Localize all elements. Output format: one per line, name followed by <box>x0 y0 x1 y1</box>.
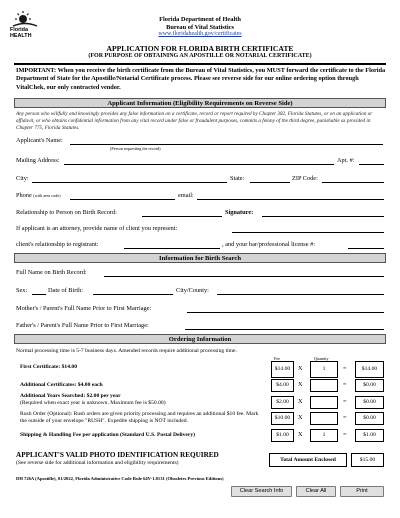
applicant-section-heading: Applicant Information (Eligibility Requirements on Reverse Side) <box>14 98 386 108</box>
signature-field[interactable] <box>262 216 384 217</box>
phone-label: Phone (with area code) <box>16 192 61 199</box>
attorney-client-field[interactable] <box>232 232 384 233</box>
shipping-qty[interactable]: 1 <box>310 429 338 442</box>
shipping-total: $1.00 <box>355 429 384 442</box>
important-notice: IMPORTANT: When you receive the birth certificate from the Bureau of Vital Statistics, you MUST forward the certificate to the Florida Department of State for the Apostille/Notarial Certificate process. Please see reverse side for our online ordering option through VitalChek, our only contracted vendor. <box>16 67 386 91</box>
additional-years-fee: $2.00 <box>271 396 294 409</box>
father-name-field[interactable] <box>185 329 384 330</box>
city-field[interactable] <box>32 182 227 183</box>
phone-field[interactable] <box>70 199 175 200</box>
zip-label: ZIP Code: <box>292 175 318 182</box>
photo-id-heading: APPLICANT'S VALID PHOTO IDENTIFICATION REQUIRED <box>16 451 219 459</box>
form-identifier: DH 726A (Apostille), 01/2022, Florida Administrative Code Rule 64V-1.0131 (Obsoletes Previous Editions) <box>16 476 224 481</box>
first-certificate-qty[interactable]: 1 <box>310 361 338 378</box>
additional-years-note: (Required when exact year is unknown. Maximum fee is $50.00) <box>20 400 166 406</box>
state-field[interactable] <box>250 182 290 183</box>
total-amount-value: $15.00 <box>351 453 384 467</box>
fraud-warning: Any person who willfully and knowingly provides any false information on a certificate, record or report required by Chapter 382, Florida Statutes, or on an application or affidavit, or who obtains confidential information from any vital record under false or fraudulent purposes, commits a felony of the third degree, punishable as provided in Chapter 775, Florida Statutes. <box>16 111 373 131</box>
father-name-label: Father's / Parent's Full Name Prior to First Marriage: <box>16 322 149 329</box>
signature-label: Signature: <box>225 209 254 216</box>
sex-label: Sex: <box>16 287 28 294</box>
equals-sign: = <box>343 398 347 405</box>
processing-note: Normal processing time is 5-7 business days. Amended records require additional processing time. <box>16 348 237 354</box>
clear-search-info-button[interactable]: Clear Search Info <box>231 486 292 497</box>
rush-order-qty[interactable] <box>310 412 338 425</box>
additional-certificates-fee: $4.00 <box>271 379 294 392</box>
applicant-name-hint: (Person requesting the record) <box>110 146 161 151</box>
total-amount-label: Total Amount Enclosed <box>269 453 347 467</box>
dob-label: Date of Birth: <box>48 287 83 294</box>
full-name-field[interactable] <box>104 276 384 277</box>
apt-field[interactable] <box>359 164 384 165</box>
mailing-address-field[interactable] <box>64 164 334 165</box>
times-sign: X <box>298 365 303 372</box>
photo-id-note: (See reverse side for additional information and eligibility requirements) <box>16 460 179 466</box>
client-relationship-field[interactable] <box>124 248 220 249</box>
times-sign: X <box>298 398 303 405</box>
city-label: City: <box>16 175 29 182</box>
client-relationship-label: client's relationship to registrant: <box>16 241 99 248</box>
additional-certificates-qty[interactable] <box>310 379 338 392</box>
form-subtitle: (FOR PURPOSE OF OBTAINING AN APOSTILLE OR NOTARIAL CERTIFICATE) <box>88 53 312 59</box>
shipping-label: Shipping & Handling Fee per application (Standard U.S. Postal Delivery) <box>20 432 196 438</box>
dob-field[interactable] <box>93 294 173 295</box>
attorney-client-label: If applicant is an attorney, provide name of client you represent: <box>16 225 178 232</box>
equals-sign: = <box>343 381 347 388</box>
zip-field[interactable] <box>322 182 384 183</box>
rush-order-total: $0.00 <box>355 412 384 425</box>
bar-license-label: , and your bar/professional license #: <box>222 241 316 248</box>
bureau-name: Bureau of Vital Statistics <box>166 24 234 31</box>
clear-all-button[interactable]: Clear All <box>296 486 336 497</box>
sex-field[interactable] <box>32 294 46 295</box>
applicant-name-label: Applicant's Name: <box>16 137 63 144</box>
department-name: Florida Department of Health <box>159 16 241 23</box>
mother-name-field[interactable] <box>187 312 384 313</box>
additional-years-total: $0.00 <box>355 396 384 409</box>
shipping-fee: $1.00 <box>271 429 294 442</box>
florida-health-logo: Florida HEALTH <box>10 10 40 40</box>
email-field[interactable] <box>197 199 384 200</box>
state-label: State: <box>230 175 245 182</box>
rush-order-label: Rush Order (Optional): Rush orders are given priority processing and requires an additional $10 fee. Mark the outside of your envelope "RUSH". Expedite shipping is NOT included. <box>20 411 259 424</box>
times-sign: X <box>298 381 303 388</box>
additional-years-label: Additional Years Searched: $2.00 per year <box>20 393 121 399</box>
relationship-label: Relationship to Person on Birth Record: <box>16 209 117 216</box>
first-certificate-fee: $14.00 <box>271 361 294 378</box>
fee-column-header: Fee <box>274 356 281 361</box>
times-sign: X <box>298 431 303 438</box>
birth-section-heading: Information for Birth Search <box>14 253 386 263</box>
mother-name-label: Mother's / Parent's Full Name Prior to First Marriage: <box>16 305 152 312</box>
city-county-label: City/County: <box>176 287 209 294</box>
divider <box>14 63 386 65</box>
city-county-field[interactable] <box>217 294 384 295</box>
additional-years-qty[interactable] <box>310 396 338 409</box>
form-title: APPLICATION FOR FLORIDA BIRTH CERTIFICATE <box>106 44 294 53</box>
equals-sign: = <box>343 431 347 438</box>
apt-label: Apt. #: <box>337 157 355 164</box>
equals-sign: = <box>343 365 347 372</box>
first-certificate-total: $14.00 <box>355 361 384 378</box>
additional-certificates-label: Additional Certificates: $4.00 each <box>20 382 103 388</box>
bar-license-field[interactable] <box>348 248 384 249</box>
mailing-address-label: Mailing Address: <box>16 157 60 164</box>
print-button[interactable]: Print <box>340 486 384 497</box>
quantity-column-header: Quantity <box>314 356 329 361</box>
first-certificate-label: First Certificate: $14.00 <box>20 364 77 370</box>
applicant-name-field[interactable] <box>70 144 383 145</box>
full-name-label: Full Name on Birth Record: <box>16 269 87 276</box>
website-link[interactable]: www.floridahealth.gov/certificates <box>158 31 242 37</box>
times-sign: X <box>298 414 303 421</box>
email-label: email: <box>178 192 194 199</box>
rush-order-fee: $10.00 <box>271 412 294 425</box>
ordering-section-heading: Ordering Information <box>14 334 386 344</box>
additional-certificates-total: $0.00 <box>355 379 384 392</box>
relationship-field[interactable] <box>142 216 222 217</box>
equals-sign: = <box>343 414 347 421</box>
